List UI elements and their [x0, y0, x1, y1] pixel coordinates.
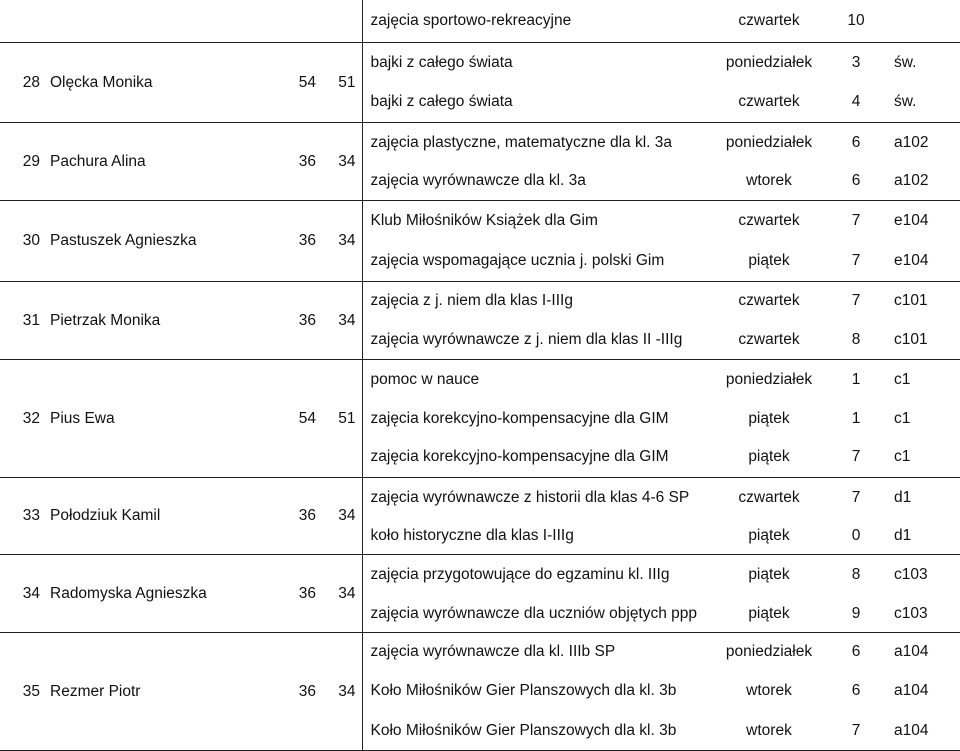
hours-planned: 36 — [286, 477, 322, 554]
hours-realized: 51 — [322, 360, 362, 478]
activity-day: czwartek — [714, 82, 824, 122]
teacher-name: Olęcka Monika — [46, 42, 286, 122]
hours-planned — [286, 0, 322, 42]
activity-name: zajęcia wyrównawcze z j. niem dla klas II -IIIg — [362, 320, 714, 359]
activity-hour: 1 — [851, 409, 861, 427]
activity-day: piątek — [748, 409, 790, 427]
hours-realized: 34 — [322, 281, 362, 359]
activity-name: zajęcia wyrównawcze dla kl. IIIb SP — [370, 643, 616, 661]
activity-name: bajki z całego świata — [362, 82, 714, 122]
activity-day: czwartek — [714, 320, 824, 359]
activity-name: Koło Miłośników Gier Planszowych dla kl. 3b — [362, 711, 714, 750]
activity-name: bajki z całego świata — [370, 53, 513, 71]
activity-hour: 1 — [851, 370, 861, 388]
activity-room: św. — [888, 82, 960, 122]
activity-day: piątek — [714, 438, 824, 477]
activity-hour: 7 — [824, 711, 888, 750]
activity-hour: 4 — [824, 82, 888, 122]
teacher-number: 34 — [0, 554, 46, 632]
hours-realized: 34 — [322, 201, 362, 281]
teacher-name: Pius Ewa — [46, 360, 286, 478]
activity-name: zajęcia wyrównawcze dla kl. 3a — [362, 162, 714, 201]
activity-hour: 10 — [824, 0, 888, 42]
hours-planned: 36 — [286, 201, 322, 281]
table-row — [0, 281, 960, 320]
teacher-name: Radomyska Agnieszka — [46, 554, 286, 632]
table-row — [0, 360, 960, 399]
activity-name: pomoc w nauce — [370, 370, 480, 388]
teacher-name: Pachura Alina — [46, 123, 286, 201]
activity-name: Klub Miłośników Książek dla Gim — [370, 212, 598, 230]
activity-name: zajęcia korekcyjno-kompensacyjne dla GIM — [362, 438, 714, 477]
teacher-name: Pietrzak Monika — [46, 281, 286, 359]
teacher-number: 32 — [0, 360, 46, 478]
activity-hour: 8 — [851, 566, 861, 583]
teacher-number: 28 — [0, 42, 46, 122]
activity-day: poniedziałek — [725, 133, 813, 151]
hours-realized: 34 — [322, 477, 362, 554]
teacher-number — [0, 0, 46, 42]
table-row — [0, 42, 960, 82]
hours-realized: 34 — [322, 554, 362, 632]
activity-name: zajęcia plastyczne, matematyczne dla kl. 3a — [370, 133, 673, 151]
activity-room: św. — [894, 53, 917, 71]
activity-hour: 8 — [824, 320, 888, 359]
activity-hour: 7 — [824, 241, 888, 281]
activity-room: a102 — [888, 162, 960, 201]
hours-realized — [322, 0, 362, 42]
activity-day: czwartek — [714, 0, 824, 42]
activity-name: koło historyczne dla klas I-IIIg — [362, 517, 714, 554]
activity-room: d1 — [894, 488, 912, 506]
table-row — [0, 554, 960, 594]
activity-day: wtorek — [746, 682, 792, 700]
activity-day: piątek — [714, 517, 824, 554]
teacher-number: 35 — [0, 633, 46, 751]
hours-planned: 36 — [286, 554, 322, 632]
teacher-number: 33 — [0, 477, 46, 554]
hours-planned: 36 — [286, 123, 322, 201]
table-row — [0, 201, 960, 241]
activity-day: poniedziałek — [725, 643, 813, 661]
activity-name: zajęcia przygotowujące do egzaminu kl. IIIg — [370, 566, 670, 583]
activity-room: c1 — [888, 438, 960, 477]
teacher-name: Rezmer Piotr — [46, 633, 286, 751]
activity-name: zajęcia z j. niem dla klas I-IIIg — [370, 292, 573, 310]
activity-hour: 9 — [824, 595, 888, 633]
activity-day: piątek — [714, 595, 824, 633]
activity-room: a104 — [894, 682, 929, 700]
activity-name: zajęcia sportowo-rekreacyjne — [362, 0, 714, 42]
table-row — [0, 0, 960, 42]
teacher-name: Pastuszek Agnieszka — [46, 201, 286, 281]
table-row — [0, 633, 960, 671]
activity-hour: 7 — [824, 438, 888, 477]
activity-name: zajęcia wyrównawcze z historii dla klas 4-6 SP — [370, 488, 690, 506]
activity-name: zajęcia wspomagające ucznia j. polski Gim — [362, 241, 714, 281]
activity-hour: 6 — [851, 643, 861, 661]
activity-name: zajęcia wyrównawcze dla uczniów objętych ppp — [362, 595, 714, 633]
teacher-number: 29 — [0, 123, 46, 201]
table-row — [0, 123, 960, 162]
activity-hour: 6 — [851, 133, 861, 151]
activity-room: a104 — [894, 643, 929, 661]
activity-room: e104 — [894, 212, 929, 230]
activity-hour: 7 — [851, 212, 861, 230]
activity-day: wtorek — [714, 711, 824, 750]
activity-room: e104 — [888, 241, 960, 281]
activity-day: wtorek — [714, 162, 824, 201]
hours-realized: 34 — [322, 123, 362, 201]
activity-hour: 3 — [851, 53, 861, 71]
activity-room — [888, 0, 960, 42]
hours-planned: 54 — [286, 42, 322, 122]
activity-name: Koło Miłośników Gier Planszowych dla kl. 3b — [370, 682, 677, 700]
hours-planned: 54 — [286, 360, 322, 478]
table-row — [0, 477, 960, 517]
activity-name: zajęcia korekcyjno-kompensacyjne dla GIM — [370, 409, 669, 427]
hours-planned: 36 — [286, 633, 322, 751]
activity-room: a104 — [888, 711, 960, 750]
teacher-name: Połodziuk Kamil — [46, 477, 286, 554]
activity-room: c103 — [888, 595, 960, 633]
activity-room: d1 — [888, 517, 960, 554]
activity-hour: 7 — [851, 292, 861, 310]
hours-planned: 36 — [286, 281, 322, 359]
activity-day: poniedziałek — [725, 53, 813, 71]
activity-day: piątek — [748, 566, 790, 583]
activity-hour: 7 — [851, 488, 861, 506]
activity-hour: 6 — [851, 682, 861, 700]
activity-room: c103 — [894, 566, 928, 583]
activity-room: c1 — [894, 370, 911, 388]
hours-realized: 51 — [322, 42, 362, 122]
activity-day: czwartek — [738, 488, 800, 506]
activity-hour: 6 — [824, 162, 888, 201]
activity-day: piątek — [714, 241, 824, 281]
activity-room: a102 — [894, 133, 929, 151]
activity-hour: 0 — [824, 517, 888, 554]
activity-day: czwartek — [738, 292, 800, 310]
activity-room: c1 — [894, 409, 911, 427]
activity-room: c101 — [888, 320, 960, 359]
teacher-number: 30 — [0, 201, 46, 281]
hours-realized: 34 — [322, 633, 362, 751]
teacher-number: 31 — [0, 281, 46, 359]
activity-day: czwartek — [738, 212, 800, 230]
teacher-name — [46, 0, 286, 42]
activity-day: poniedziałek — [725, 370, 813, 388]
activity-room: c101 — [894, 292, 928, 310]
